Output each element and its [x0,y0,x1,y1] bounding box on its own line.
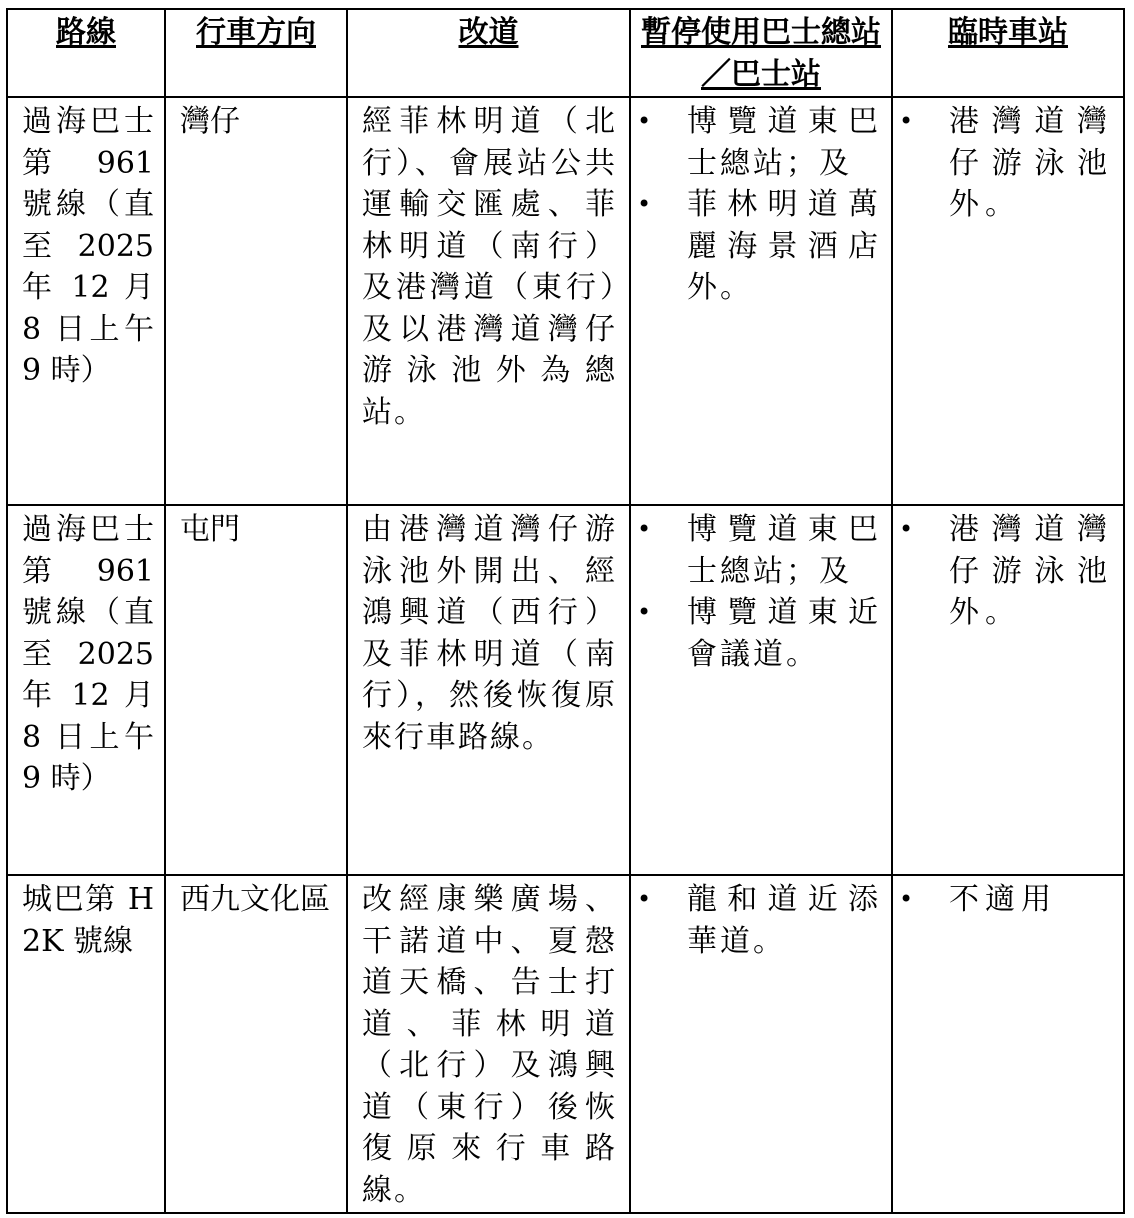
suspended-stops-list [631,98,891,309]
bullet-icon: • [637,598,652,626]
list-item: • 菲林明道萬麗海景酒店外。 [631,184,881,309]
temporary-stops-list [893,876,1123,921]
header-row [7,9,1124,97]
diversion-cell: 改經康樂廣場、干諾道中、夏慤道天橋、告士打道、菲林明道（北行）及鴻興道（東行）後恢復原來行車路線。 [362,882,617,1208]
route-cell: 過海巴士第 961 號線（直至 2025 年 12 月 8 日上午 9 時） [22,104,154,388]
route-cell: 過海巴士第 961 號線（直至 2025 年 12 月 8 日上午 9 時） [22,512,154,796]
bullet-icon: • [899,107,914,135]
diversion-table [6,8,1125,1214]
header-direction: 行車方向 [165,9,347,97]
route-cell: 城巴第 H2K 號線 [22,882,154,959]
list-item: • 港灣道灣仔游泳池外。 [893,509,1113,634]
list-item: • 港灣道灣仔游泳池外。 [893,101,1113,226]
diversion-cell: 經菲林明道（北行）、會展站公共運輸交匯處、菲林明道（南行）及港灣道（東行）及以港灣道灣仔游泳池外為總站。 [362,104,617,430]
bullet-icon: • [637,190,652,218]
bullet-icon: • [899,515,914,543]
table-row [7,97,1124,505]
direction-cell: 灣仔 [180,104,240,139]
header-suspended-stops: 暫停使用巴士總站／巴士站 [630,9,892,97]
bullet-icon: • [637,885,652,913]
diversion-cell: 由港灣道灣仔游泳池外開出、經鴻興道（西行）及菲林明道（南行），然後恢復原來行車路線。 [362,512,617,755]
header-route: 路線 [7,9,165,97]
list-item: • 不適用 [893,879,1113,921]
bullet-icon: • [637,515,652,543]
temporary-stops-list [893,98,1123,226]
temporary-stops-list [893,506,1123,634]
direction-cell: 西九文化區 [180,882,330,917]
table-row [7,875,1124,1213]
direction-cell: 屯門 [180,512,240,547]
bullet-icon: • [899,885,914,913]
header-temporary-stops: 臨時車站 [892,9,1124,97]
bullet-icon: • [637,107,652,135]
table-row [7,505,1124,875]
suspended-stops-list [631,506,891,675]
list-item: • 博覽道東巴士總站；及 [631,509,881,592]
header-diversion: 改道 [347,9,630,97]
list-item: • 博覽道東巴士總站；及 [631,101,881,184]
suspended-stops-list [631,876,891,962]
list-item: • 博覽道東近會議道。 [631,592,881,675]
list-item: • 龍和道近添華道。 [631,879,881,962]
